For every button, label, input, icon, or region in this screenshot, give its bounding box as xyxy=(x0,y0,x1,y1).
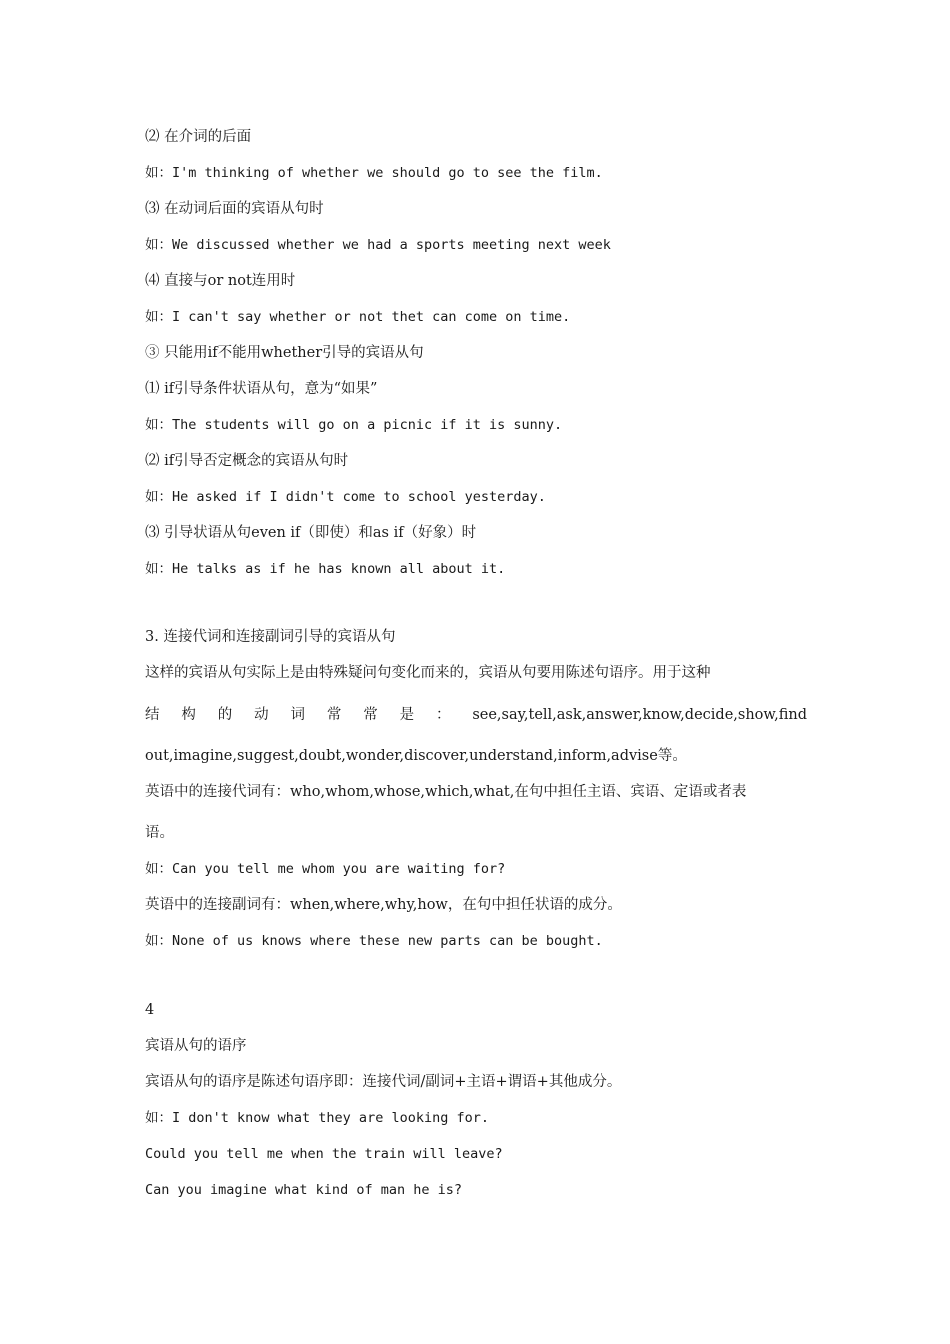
paragraph-line: out,imagine,suggest,doubt,wonder,discover,understand,inform,advise等。 xyxy=(145,748,687,764)
example-line: 如：I'm thinking of whether we should go to see the film. xyxy=(145,165,603,181)
example-line: 如：We discussed whether we had a sports meeting next week xyxy=(145,237,611,253)
section-heading-3: 3. 连接代词和连接副词引导的宾语从句 xyxy=(145,629,396,645)
example-line: 如：He asked if I didn't come to school yesterday. xyxy=(145,489,546,505)
paragraph-line: 语。 xyxy=(145,825,174,841)
heading-if-only: ③ 只能用if不能用whether引导的宾语从句 xyxy=(145,345,424,361)
example-line: Can you imagine what kind of man he is? xyxy=(145,1182,462,1198)
example-line: Could you tell me when the train will leave? xyxy=(145,1146,503,1162)
example-line: 如：I can't say whether or not thet can come on time. xyxy=(145,309,571,325)
heading-after-preposition: ⑵ 在介词的后面 xyxy=(145,129,252,145)
heading-after-verb: ⑶ 在动词后面的宾语从句时 xyxy=(145,201,324,217)
section-number-4: 4 xyxy=(145,1002,155,1018)
heading-if-negative: ⑵ if引导否定概念的宾语从句时 xyxy=(145,453,349,469)
heading-even-if-as-if: ⑶ 引导状语从句even if（即使）和as if（好象）时 xyxy=(145,525,477,541)
paragraph-line: 英语中的连接代词有：who,whom,whose,which,what,在句中担任主语、宾语、定语或者表 xyxy=(145,784,747,800)
example-line: 如：Can you tell me whom you are waiting for? xyxy=(145,861,506,877)
example-line: 如：The students will go on a picnic if it is sunny. xyxy=(145,417,563,433)
paragraph-line-justified: 结 构 的 动 词 常 常 是 ： see,say,tell,ask,answer,know,decide,show,find xyxy=(145,707,807,723)
paragraph-line: 宾语从句的语序是陈述句语序即：连接代词/副词+主语+谓语+其他成分。 xyxy=(145,1074,622,1090)
paragraph-line: 这样的宾语从句实际上是由特殊疑问句变化而来的，宾语从句要用陈述句语序。用于这种 xyxy=(145,665,711,681)
heading-if-condition: ⑴ if引导条件状语从句，意为“如果” xyxy=(145,381,378,397)
example-line: 如：I don't know what they are looking for. xyxy=(145,1110,489,1126)
example-line: 如：He talks as if he has known all about it. xyxy=(145,561,506,577)
section-heading-4: 宾语从句的语序 xyxy=(145,1038,247,1054)
heading-or-not: ⑷ 直接与or not连用时 xyxy=(145,273,296,289)
paragraph-line: 英语中的连接副词有：when,where,why,how，在句中担任状语的成分。 xyxy=(145,897,622,913)
example-line: 如：None of us knows where these new parts can be bought. xyxy=(145,933,603,949)
